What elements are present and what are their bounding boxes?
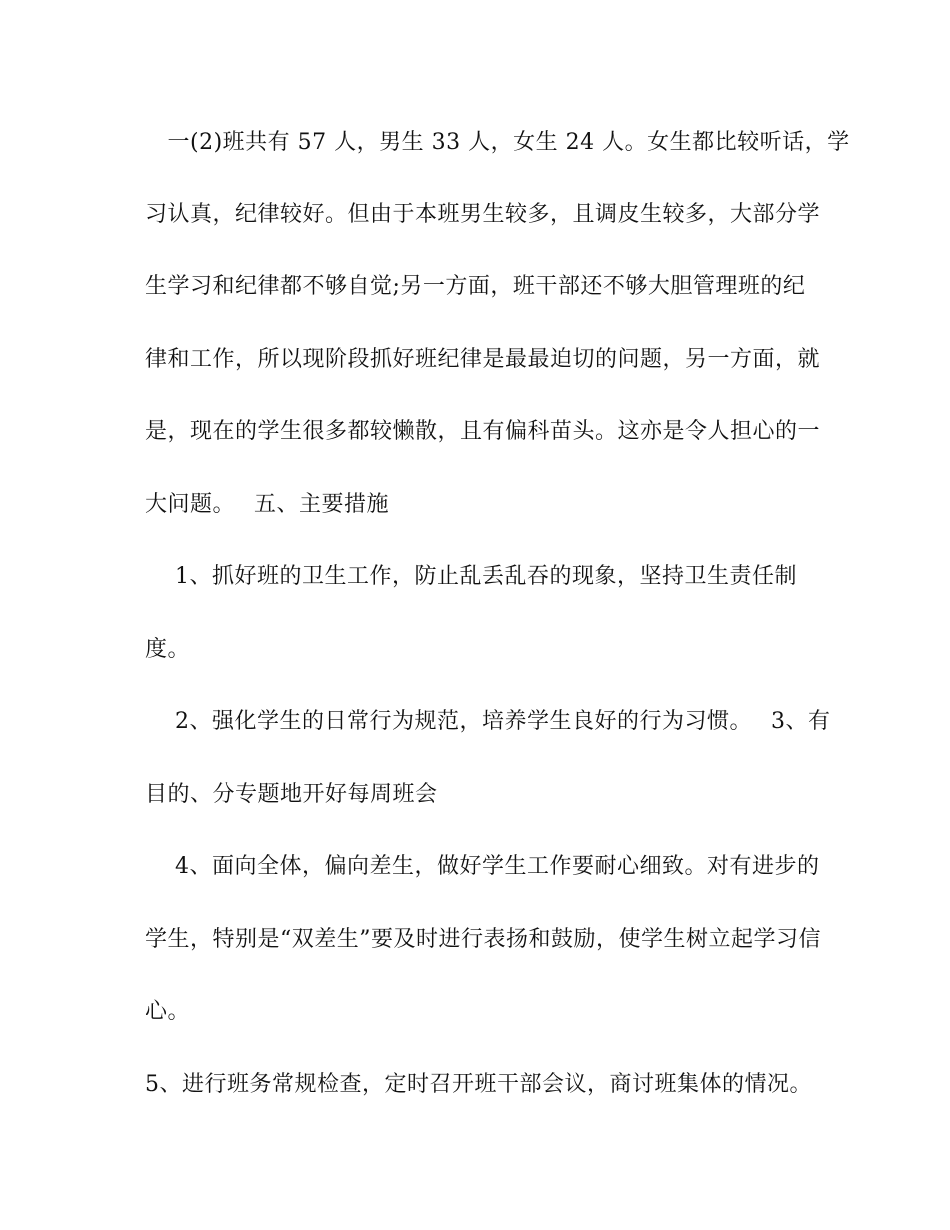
list-item-5: 5、进行班务常规检查，定时召开班干部会议，商讨班集体的情况。: [145, 1072, 812, 1097]
list-item-4-end: 心。: [145, 999, 191, 1024]
text-line-1: 一(2)班共有 57 人，男生 33 人，女生 24 人。女生都比较听话，学: [145, 130, 850, 155]
text-line-2: 习认真，纪律较好。但由于本班男生较多，且调皮生较多，大部分学: [145, 202, 821, 227]
list-item-3-continued: 目的、分专题地开好每周班会: [145, 782, 438, 807]
list-item-4-continued: 学生，特别是“双差生”要及时进行表扬和鼓励，使学生树立起学习信: [145, 927, 821, 952]
list-item-1: 1、抓好班的卫生工作，防止乱丢乱吞的现象，坚持卫生责任制: [145, 564, 797, 589]
list-item-4: 4、面向全体，偏向差生，做好学生工作要耐心细致。对有进步的: [145, 854, 820, 879]
list-item-2: 2、强化学生的日常行为规范，培养学生良好的行为习惯。 3、有: [145, 709, 831, 734]
text-line-5: 是，现在的学生很多都较懒散，且有偏科苗头。这亦是令人担心的一: [145, 419, 821, 444]
text-line-6-section-heading: 大问题。 五、主要措施: [145, 492, 389, 517]
list-item-1-continued: 度。: [145, 637, 191, 662]
text-line-3: 生学习和纪律都不够自觉;另一方面，班干部还不够大胆管理班的纪: [145, 274, 806, 299]
text-line-4: 律和工作，所以现阶段抓好班纪律是最最迫切的问题，另一方面，就: [145, 347, 821, 372]
